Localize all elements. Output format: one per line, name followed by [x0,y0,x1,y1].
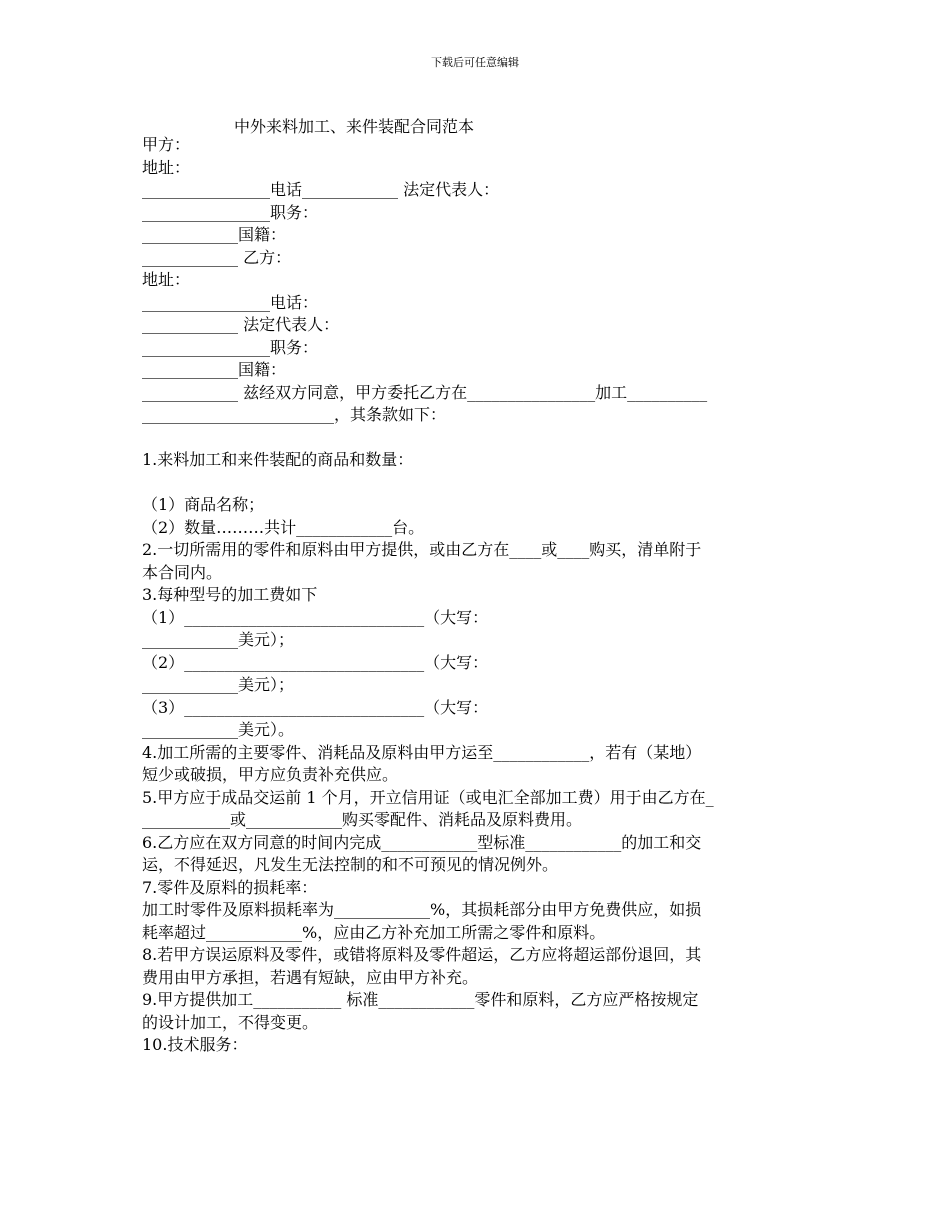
text-line: ________________职务： [142,202,319,222]
text-line: 费用由甲方承担，若遇有短缺，应由甲方补充。 [142,967,479,987]
text-line: 短少或破损，甲方应负责补充供应。 [142,765,399,784]
text-line: （1）商品名称； [142,495,265,514]
text-line: 6.乙方应在双方同意的时间内完成____________型标准____________的加工和交 [142,832,702,852]
text-line: 10.技术服务： [142,1035,248,1054]
text-line: 运，不得延迟，凡发生无法控制的和不可预见的情况例外。 [142,855,559,874]
text-line: 1.来料加工和来件装配的商品和数量： [142,450,414,469]
text-line: （2）数量………共计____________台。 [142,517,425,537]
text-line: ____________国籍： [142,360,287,379]
text-line: 的设计加工，不得变更。 [142,1012,319,1032]
text-line: 7.零件及原料的损耗率： [142,877,318,897]
text-line: （2）______________________________（大写： [142,652,489,672]
text-line: ____________美元）。 [142,720,295,739]
text-line: ___________或____________购买零配件、消耗品及原料费用。 [142,810,583,829]
text-line: 地址： [142,270,191,289]
text-line: 耗率超过____________%，应由乙方补充加工所需之零件和原料。 [142,922,606,942]
text-line: ____________美元）； [142,630,295,649]
text-line: 加工时零件及原料损耗率为____________%，其损耗部分由甲方免费供应，如损 [142,900,702,919]
text-line: （3）______________________________（大写： [142,697,489,717]
page-header: 下载后可任意编辑 [431,56,519,69]
text-line: ____________ 法定代表人： [142,315,340,334]
text-line: 本合同内。 [142,562,223,582]
text-line: 3.每种型号的加工费如下 [142,585,318,604]
text-line: ____________ 乙方： [142,247,292,267]
text-line: 5.甲方应于成品交运前 1 个月，开立信用证（或电汇全部加工费）用于由乙方在_ [142,787,714,807]
text-line: 2.一切所需用的零件和原料由甲方提供，或由乙方在____或____购买，清单附于 [142,540,702,559]
text-line: ________________电话____________ 法定代表人： [142,180,500,199]
text-line: 甲方： [142,135,191,154]
text-line: 4.加工所需的主要零件、消耗品及原料由甲方运至____________，若有（某地） [142,742,702,762]
text-line: ________________________，其条款如下： [142,405,447,424]
text-line: ________________电话： [142,292,319,312]
text-line: 地址： [142,157,191,177]
text-line: ________________职务： [142,337,319,357]
text-line: 9.甲方提供加工___________ 标准____________零件和原料，乙方应严格按规定 [142,990,699,1009]
text-line: ____________美元）； [142,675,295,694]
text-line: ____________国籍： [142,225,287,244]
text-line: （1）______________________________（大写： [142,607,489,627]
contract-title: 中外来料加工、来件装配合同范本 [234,117,475,136]
text-line: ____________ 兹经双方同意，甲方委托乙方在________________加工__________ [142,382,708,402]
text-line: 8.若甲方误运原料及零件，或错将原料及零件超运，乙方应将超运部份退回，其 [142,945,702,964]
